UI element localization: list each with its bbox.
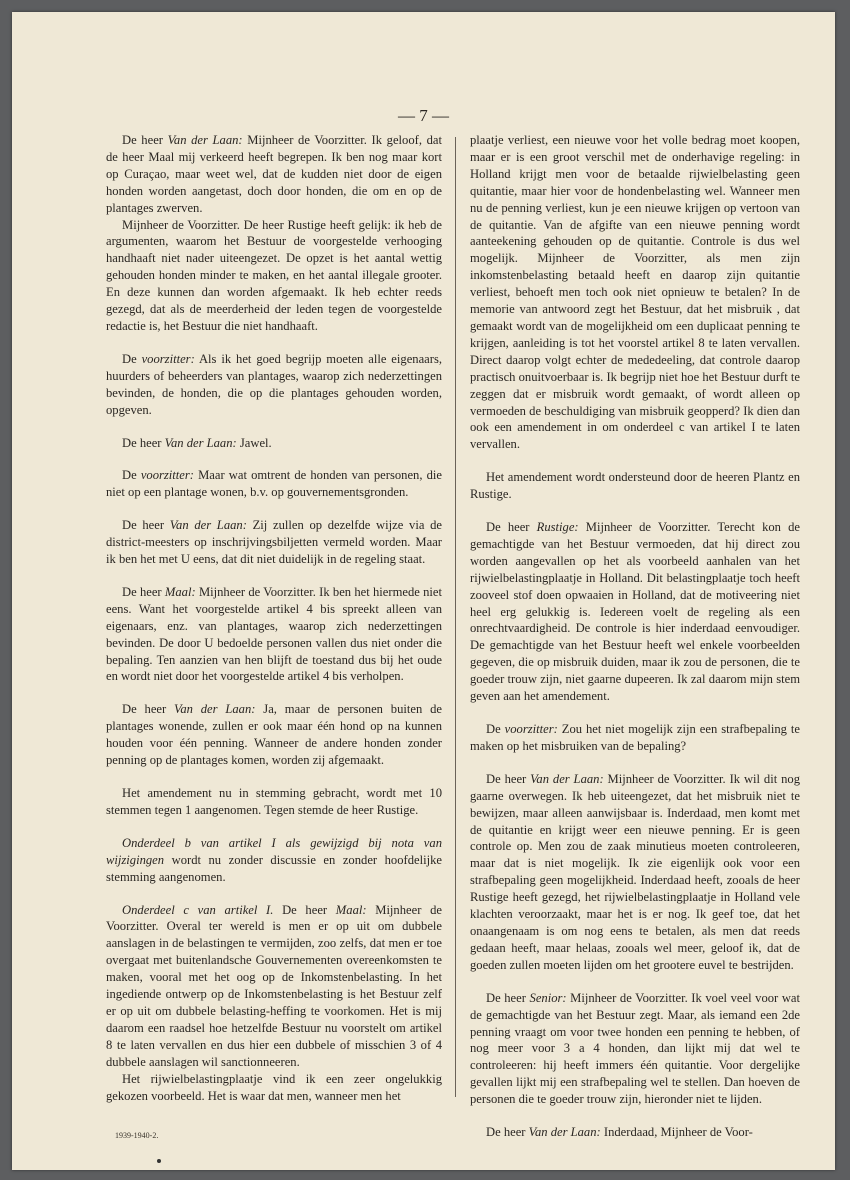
paragraph: De heer Rustige: Mijnheer de Voorzitter. Terecht kon de gemachtigde van het Bestuur vermoeden, dat hij direct zou worden aangevallen op het als voorbeeld aanhalen van het rijwielbelastingplaatje in Holland. Dit belastingplaatje toch heeft zooveel stof doen opwaaien in Holland, dat de motiveering niet heel erg gelukkig is. Iedereen voelt de regeling als een onrechtvaardigheid. De controle is hier inderdaad eenvoudiger. De gemachtigde van het Bestuur heeft wel enkele voorbeelden gegeven, die op misbruik duiden, maar ik zou de personen, die te goeder trouw zijn, niet gaarne dupeeren. Ik zal daarom mijn stem geven aan het amendement.	[470, 520, 800, 704]
page-number: — 7 —	[398, 106, 449, 125]
paragraph: De heer Senior: Mijnheer de Voorzitter. Ik voel veel voor wat de gemachtigde van het Bestuur zegt. Maar, als iemand een 2de penning vraagt om voor twee honden een penning te hebben, of nog meer voor 3 a 4 honden, dan lijkt mij dat wel te controleeren: hij heeft immers één quitantie. Voor dergelijke gevallen lijkt mij een strafbepaling wel te stellen. Dan hoeven de personen die te goeder trouw zijn, hieronder niet te lijden.	[470, 990, 801, 1107]
paragraph: Het amendement nu in stemming gebracht, wordt met 10 stemmen tegen 1 aangenomen. Tegen stemde de heer Rustige.	[106, 786, 442, 817]
paragraph: De heer Van der Laan: Mijnheer de Voorzitter. Ik geloof, dat de heer Maal mij verkeerd heeft begrepen. Ik ben nog maar kort op Curaçao, maar weet wel, dat de kudden niet door de eigen honden worden aangetast, doch door honden, die om en op de plantages zwerven.	[106, 133, 442, 215]
paragraph: Het amendement wordt ondersteund door de heeren Plantz en Rustige.	[470, 470, 800, 502]
paragraph: De heer Van der Laan: Mijnheer de Voorzitter. Ik wil dit nog gaarne overwegen. Ik heb uiteengezet, dat het misbruik niet te bewijzen, maar alleen aanwijsbaar is. Inderdaad, men komt met de quitantie en krijgt weer een nieuwe penning. Er is geen controle op. Men zou de zaak minutieus moeten controleeren, maar dat is niet mogelijk. Ik zie eigenlijk ook voor een strafbepaling geen mogelijkheid. Inderdaad heeft, zooals de heer Rustige heeft gezegd, het rijwielbelastingplaatje in Holland vele klachten veroorzaakt, maar het is er nog. Ik geef toe, dat het onaangenaam is om nog eens te betalen, als men dat reeds gedaan heeft, maar helaas, zooals wel meer, geloof ik, dat de goeden zullen moeten lijden om het grootere euvel te bestrijden.	[470, 771, 800, 972]
paragraph: Onderdeel b van artikel I als gewijzigd bij nota van wijzigingen wordt nu zonder discussie en zonder hoofdelijke stemming aangenomen.	[106, 835, 442, 884]
paragraph: plaatje verliest, een nieuwe voor het volle bedrag moet koopen, maar er is een groot verschil met de onderhavige regeling: in Holland krijgt men voor de betaalde rijwielbelasting geen quitantie, maar hier voor de hondenbelasting wel. Wanneer men nu de penning verliest, kun je een nieuwe krijgen op vertoon van de quitantie. Van de afgifte van een nieuwe penning wordt aanteekening gehouden op de quitantie. Controle is dus wel mogelijk. Mijnheer de Voorzitter, als men zijn inkomstenbelasting betaald heeft en daarop zijn quitantie verliest, behoeft men toch ook niet opnieuw te betalen? In de memorie van antwoord zegt het Bestuur, dat het misbruik , dat gemaakt wordt van de mogelijkheid om een duplicaat penning te krijgen, aanleiding is tot het voorstel artikel 8 te laten vervallen. Direct daarop volgt echter de mededeeling, dat controle daarop practisch onuitvoerbaar is. Ik begrijp niet hoe het Bestuur durft te zeggen dat er misbruik wordt gemaakt, of wordt alleen op vermoeden de beschuldiging van misbruik geopperd? Ik dien dan ook een amendement in om onderdeel c van artikel I te laten vervallen.	[470, 133, 800, 452]
paragraph: De heer Van der Laan: Inderdaad, Mijnheer de Voor-	[486, 1125, 753, 1140]
paragraph: De heer Van der Laan: Zij zullen op dezelfde wijze via de district-meesters op inschrijvingsbiljetten vermeld worden. Maar ik ben het met U eens, dat dit niet duidelijk in de regeling staat.	[106, 518, 442, 567]
paragraph: De voorzitter: Maar wat omtrent de honden van personen, die niet op een plantage wonen, b.v. op gouvernementsgronden.	[106, 468, 442, 500]
paragraph: De heer Van der Laan: Ja, maar de personen buiten de plantages wonende, zullen er ook maar één hond op na kunnen houden voor één penning. Wanneer de andere honden zonder penning op de plantages komen, worden zij afgemaakt.	[106, 702, 442, 768]
paragraph: Onderdeel c van artikel I. De heer Maal: Mijnheer de Voorzitter. Overal ter wereld is men er op uit om dubbele aanslagen in de belastingen te vermijden, zoo zelfs, dat men er toe overgaat met buitenlandsche Gouvernementen overeenkomsten te maken, vooral met het oog op de Inkomstenbelasting. In het ingediende ontwerp op de Inkomstenbelasting is het Bestuur zelf er op uit om dubbele belasting-heffing te voorkomen. Het is mij daarom een raadsel hoe hetzelfde Bestuur nu voorstelt om artikel 8 te laten vervallen en dus hier een dubbele of misschien 3 of 4 dubbele aanslagen wil sanctionneeren.	[106, 902, 442, 1069]
footer-code: 1939-1940-2.	[115, 1131, 159, 1140]
document-page	[12, 12, 835, 1170]
right-column	[470, 132, 800, 1141]
paragraph: Mijnheer de Voorzitter. De heer Rustige heeft gelijk: ik heb de argumenten, waarom het Bestuur de voorgestelde verhooging handhaaft niet nader uiteengezet. De opzet is het aantal wettig gehouden honden minder te maken, en het aantal illegale grooter. En deze kunnen dan worden afgemaakt. Ik heb echter reeds gezegd, dat als de meerderheid der leden tegen de voorgestelde redactie is, het Bestuur die niet handhaaft.	[106, 217, 442, 333]
paragraph: De heer Van der Laan: Jawel.	[122, 435, 272, 450]
ink-dot	[157, 1159, 161, 1163]
column-divider	[455, 137, 456, 1097]
paragraph: De voorzitter: Zou het niet mogelijk zijn een strafbepaling te maken op het misbruiken van de bepaling?	[470, 722, 800, 753]
paragraph: De heer Maal: Mijnheer de Voorzitter. Ik ben het hiermede niet eens. Want het voorgestelde artikel 4 bis spreekt alleen van eigenaars, enz. van plantages, waarop zich nederzettingen bevinden. De door U bedoelde personen vallen dus niet onder die bepaling. Ten aanzien van hen blijft de toestand dus bij het oude en wordt niet door het voorgestelde artikel 4 bis verholpen.	[106, 584, 442, 684]
paragraph: Het rijwielbelastingplaatje vind ik een zeer ongelukkig gekozen voorbeeld. Het is waar dat men, wanneer men het	[106, 1071, 442, 1103]
left-column	[106, 132, 442, 1104]
paragraph: De voorzitter: Als ik het goed begrijp moeten alle eigenaars, huurders of beheerders van plantages, waarop zich nederzettingen bevinden, de honden, die op die plantages gehouden worden, opgeven.	[106, 351, 442, 417]
